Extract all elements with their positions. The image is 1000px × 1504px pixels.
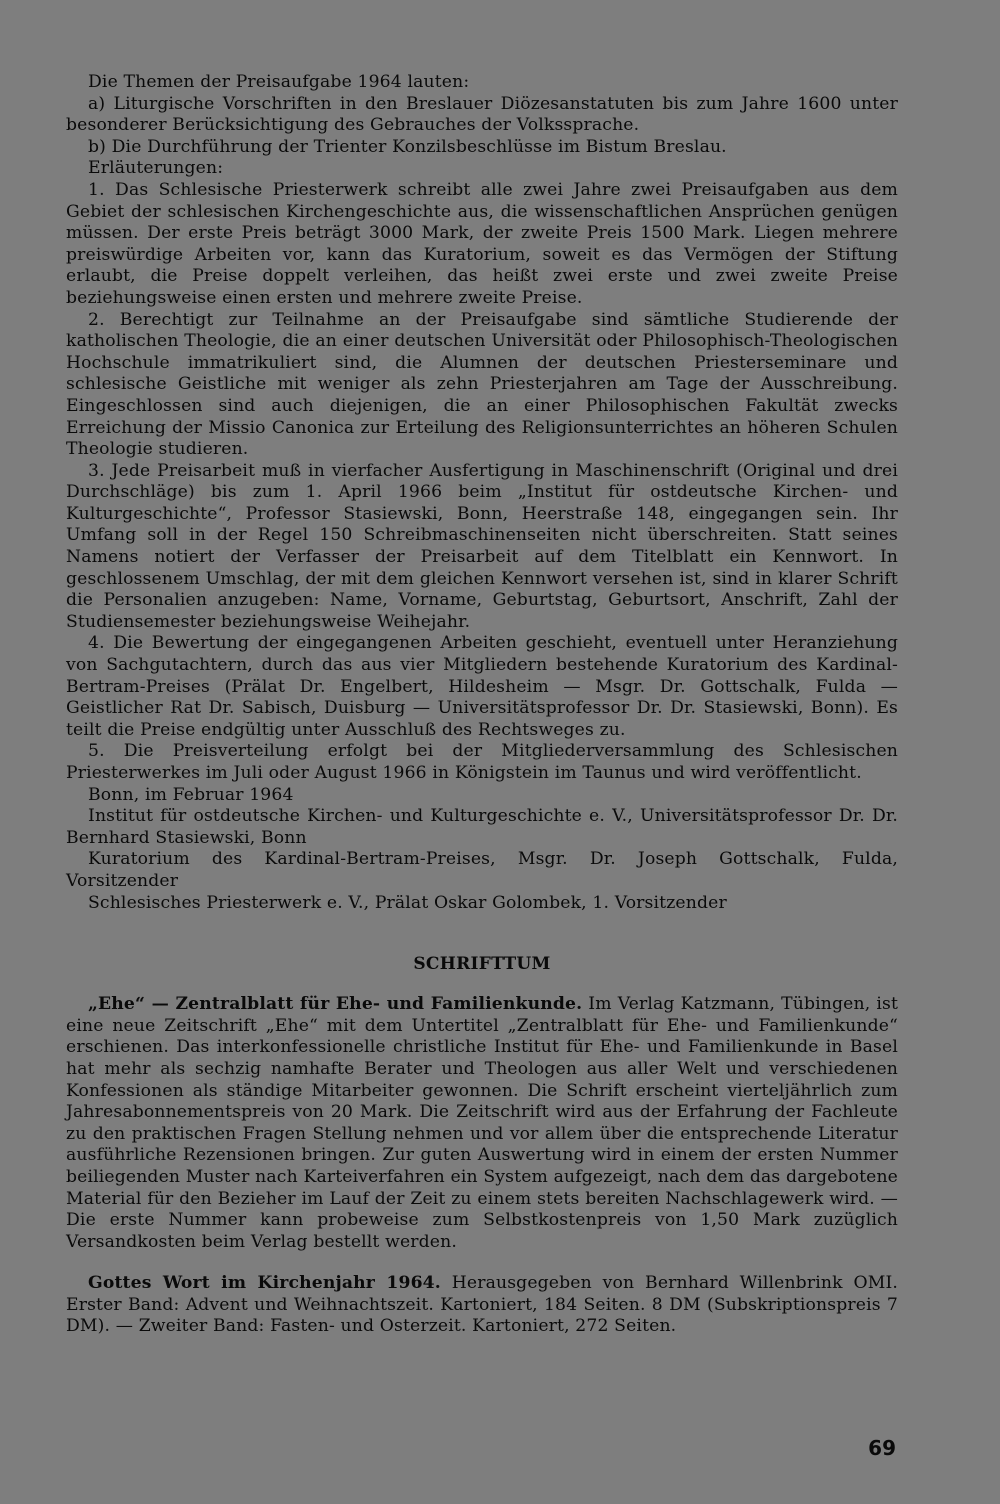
spacer [66, 974, 898, 994]
note-5: 5. Die Preisverteilung erfolgt bei der Mitgliederversammlung des Schlesischen Priesterwerkes im Juli oder August 1966 in Königstein im Taunus und wird veröffentlicht. [66, 741, 898, 783]
spacer [66, 934, 898, 954]
review-ehe-body: Im Verlag Katzmann, Tübingen, ist eine neue Zeitschrift „Ehe“ mit dem Untertitel „Zentralblatt für Ehe- und Familienkunde“ erschienen. Das interkonfessionelle christliche Institut für Ehe- und Familienkunde in Basel hat mehr als sechzig namhafte Berater und Theologen aus aller Welt und verschiedenen Konfessionen als ständige Mitarbeiter gewonnen. Die Schrift erscheint vierteljährlich zum Jahresabonnementspreis von 20 Mark. Die Zeitschrift wird aus der Erfahrung der Fachleute zu den praktischen Fragen Stellung nehmen und vor allem über die entsprechende Literatur ausführliche Rezensionen bringen. Zur guten Auswertung wird in einem der ersten Nummer beiliegenden Muster nach Karteiverfahren ein System aufgezeigt, nach dem das dargebotene Material für den Bezieher im Lauf der Zeit zu einem stets bereiten Nachschlagewerk wird. — Die erste Nummer kann probeweise zum Selbstkostenpreis von 1,50 Mark zuzüglich Versandkosten beim Verlag bestellt werden. [66, 994, 898, 1252]
place-date: Bonn, im Februar 1964 [88, 784, 294, 805]
notes-label: Erläuterungen: [88, 158, 224, 179]
note-4: 4. Die Bewertung der eingegangenen Arbeiten geschieht, eventuell unter Heranziehung von Sachgutachtern, durch das aus vier Mitgliedern bestehende Kuratorium des Kardinal-Bertram-Preises (Prälat Dr. Engelbert, Hildesheim — Msgr. Dr. Gottschalk, Fulda — Geistlicher Rat Dr. Sabisch, Duisburg — Universitätsprofessor Dr. Dr. Stasiewski, Bonn). Es teilt die Preise endgültig unter Ausschluß des Rechtsweges zu. [66, 633, 898, 740]
prize-intro: Die Themen der Preisaufgabe 1964 lauten: [88, 72, 470, 92]
spacer [66, 1253, 898, 1273]
note-2: 2. Berechtigt zur Teilnahme an der Preisaufgabe sind sämtliche Studierende der katholischen Theologie, die an einer deutschen Universität oder Philosophisch-Theologischen Hochschule immatrikuliert sind, die Alumnen der deutschen Priesterseminare und schlesische Geistliche mit weniger als zehn Priesterjahren am Tage der Ausschreibung. Eingeschlossen sind auch diejenigen, die an einer Philosophischen Fakultät zwecks Erreichung der Missio Canonica zur Erteilung des Religionsunterrichtes an höheren Schulen Theologie studieren. [66, 309, 898, 460]
note-3: 3. Jede Preisarbeit muß in vierfacher Ausfertigung in Maschinenschrift (Original und drei Durchschläge) bis zum 1. April 1966 beim „Institut für ostdeutsche Kirchen- und Kulturgeschichte“, Professor Stasiewski, Bonn, Heerstraße 148, eingegangen sein. Ihr Umfang soll in der Regel 150 Schreibmaschinenseiten nicht überschreiten. Statt seines Namens notiert der Verfasser der Preisarbeit auf dem Titelblatt ein Kennwort. In geschlossenem Umschlag, der mit dem gleichen Kennwort versehen ist, sind in klarer Schrift die Personalien anzugeben: Name, Vorname, Geburtstag, Geburtsort, Anschrift, Zahl der Studiensemester beziehungsweise Weihejahr. [66, 460, 898, 632]
section-heading: SCHRIFTTUM [413, 954, 551, 975]
review-gottes-wort-title: Gottes Wort im Kirchenjahr 1964. [88, 1273, 441, 1294]
signatory-kuratorium: Kuratorium des Kardinal-Bertram-Preises, Msgr. Dr. Joseph Gottschalk, Fulda, Vorsitzender [66, 849, 898, 891]
prize-topic-b: b) Die Durchführung der Trienter Konzilsbeschlüsse im Bistum Breslau. [88, 136, 727, 157]
review-gottes-wort [66, 1273, 898, 1338]
spacer [66, 914, 898, 934]
signatory-institute: Institut für ostdeutsche Kirchen- und Kulturgeschichte e. V., Universitätsprofessor Dr. Dr. Bernhard Stasiewski, Bonn [66, 806, 898, 848]
note-1: 1. Das Schlesische Priesterwerk schreibt alle zwei Jahre zwei Preisaufgaben aus dem Gebiet der schlesischen Kirchengeschichte aus, die wissenschaftlichen Ansprüchen genügen müssen. Der erste Preis beträgt 3000 Mark, der zweite Preis 1500 Mark. Liegen mehrere preiswürdige Arbeiten vor, kann das Kuratorium, soweit es das Vermögen der Stiftung erlaubt, die Preise doppelt verleihen, das heißt zwei erste und zwei zweite Preise beziehungsweise einen ersten und mehrere zweite Preise. [66, 179, 898, 308]
review-gottes-wort-body: Herausgegeben von Bernhard Willenbrink OMI. Erster Band: Advent und Weihnachtszeit. Kartoniert, 184 Seiten. 8 DM (Subskriptionspreis 7 DM). — Zweiter Band: Fasten- und Osterzeit. Kartoniert, 272 Seiten. [66, 1273, 898, 1337]
review-ehe [66, 994, 898, 1253]
review-ehe-title: „Ehe“ — Zentralblatt für Ehe- und Familienkunde. [88, 994, 583, 1015]
signatory-priesterwerk: Schlesisches Priesterwerk e. V., Prälat Oskar Golombek, 1. Vorsitzender [88, 892, 727, 913]
prize-topic-a: a) Liturgische Vorschriften in den Breslauer Diözesanstatuten bis zum Jahre 1600 unter besonderer Berücksichtigung des Gebrauches der Volkssprache. [66, 93, 898, 136]
page-number: 69 [868, 1436, 896, 1460]
